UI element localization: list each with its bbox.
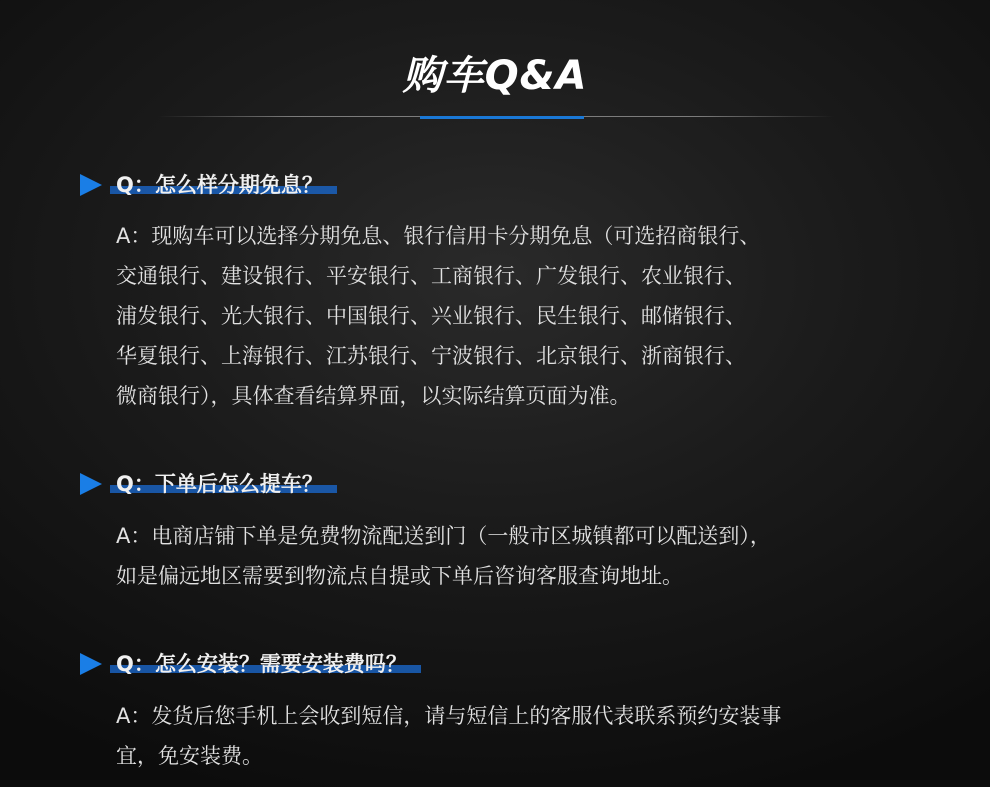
question-text: Q：怎么样分期免息？ — [116, 173, 331, 197]
qa-item-installation — [0, 645, 990, 685]
qa-item-installment — [0, 166, 990, 206]
question-text: Q：怎么安装？需要安装费吗？ — [116, 652, 415, 676]
answer-line: A：现购车可以选择分期免息、银行信用卡分期免息（可选招商银行、 — [116, 224, 761, 248]
answer-line: 浦发银行、光大银行、中国银行、兴业银行、民生银行、邮储银行、 — [116, 304, 746, 328]
answer-line: 如是偏远地区需要到物流点自提或下单后咨询客服查询地址。 — [116, 564, 683, 588]
question-row — [0, 166, 990, 206]
answer-line: A：电商店铺下单是免费物流配送到门（一般市区城镇都可以配送到）， — [116, 524, 771, 548]
question-text: Q：下单后怎么提车？ — [116, 472, 331, 496]
arrow-right-icon — [80, 473, 102, 495]
answer-line: 微商银行），具体查看结算界面，以实际结算页面为准。 — [116, 384, 631, 408]
title-accent-bar — [420, 116, 584, 119]
answer-line: 华夏银行、上海银行、江苏银行、宁波银行、北京银行、浙商银行、 — [116, 344, 746, 368]
question-row — [0, 645, 990, 685]
page-title: 购车Q&A — [402, 53, 588, 99]
answer-line: 宜，免安装费。 — [116, 744, 263, 768]
arrow-right-icon — [80, 174, 102, 196]
answer-line: A：发货后您手机上会收到短信，请与短信上的客服代表联系预约安装事 — [116, 704, 782, 728]
qa-item-pickup — [0, 465, 990, 505]
arrow-right-icon — [80, 653, 102, 675]
question-row — [0, 465, 990, 505]
answer-line: 交通银行、建设银行、平安银行、工商银行、广发银行、农业银行、 — [116, 264, 746, 288]
